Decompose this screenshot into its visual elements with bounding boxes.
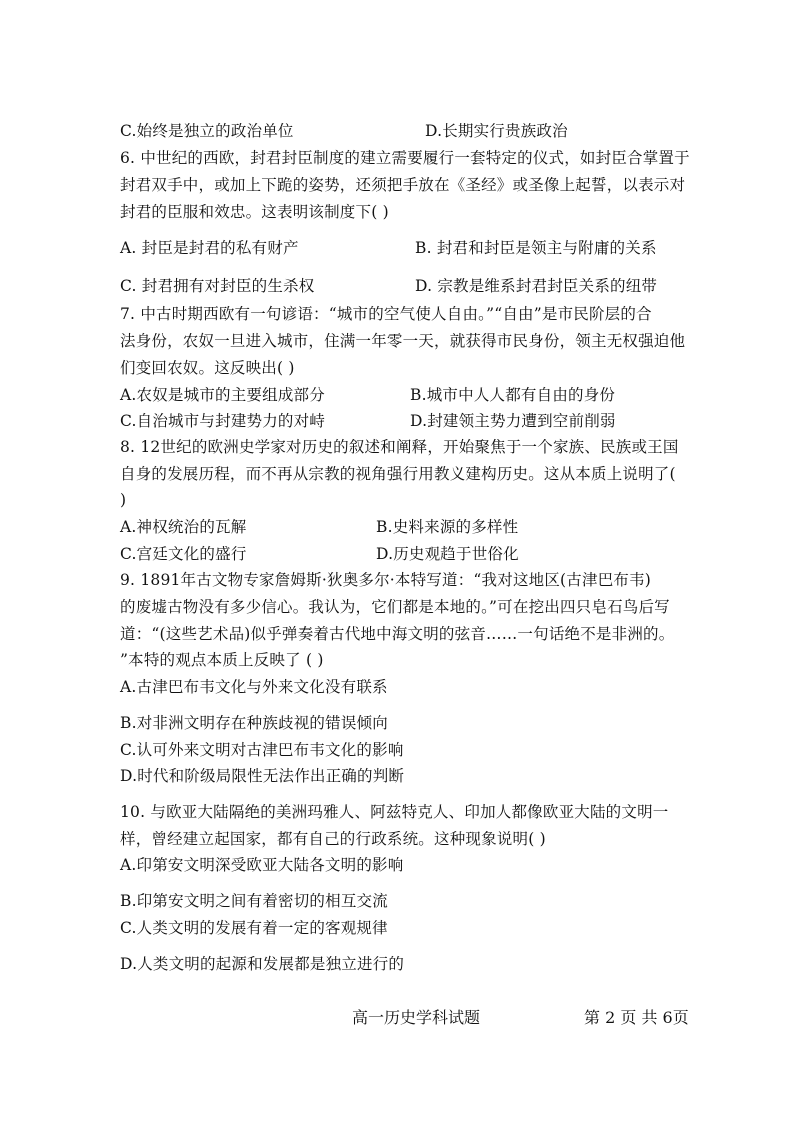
q7-option-d: D.封建领主势力遭到空前削弱: [410, 412, 616, 430]
q7-stem-line-3: 们变回农奴。这反映出( ): [120, 359, 295, 377]
q6-option-b: B. 封君和封臣是领主与附庸的关系: [415, 239, 657, 257]
q9-option-d: D.时代和阶级局限性无法作出正确的判断: [120, 767, 405, 785]
q8-option-a: A.神权统治的瓦解: [120, 518, 247, 536]
q7-option-a: A.农奴是城市的主要组成部分: [120, 386, 325, 404]
q8-option-c: C.宫廷文化的盛行: [120, 545, 247, 563]
q10-option-c: C.人类文明的发展有着一定的客观规律: [120, 919, 388, 937]
q7-option-c: C.自治城市与封建势力的对峙: [120, 412, 326, 430]
q7-stem-line-2: 法身份，农奴一旦进入城市，住满一年零一天，就获得市民身份，领主无权强迫他: [120, 332, 686, 350]
q9-stem-line-3: 道：“(这些艺术品)似乎弹奏着古代地中海文明的弦音……一句话绝不是非洲的。: [120, 625, 675, 643]
q8-option-b: B.史料来源的多样性: [376, 518, 519, 536]
q6-option-d: D. 宗教是维系封君封臣关系的纽带: [415, 277, 658, 295]
footer-exam-title: 高一历史学科试题: [352, 1008, 481, 1027]
q5-option-d: D.长期实行贵族政治: [425, 122, 568, 140]
q6-stem-line-3: 封君的臣服和效忠。这表明该制度下( ): [120, 203, 389, 221]
q5-option-c: C.始终是独立的政治单位: [120, 122, 294, 140]
footer-page-number: 第 2 页 共 6页: [584, 1008, 689, 1027]
q9-stem-line-2: 的废墟古物没有多少信心。我认为，它们都是本地的。”可在挖出四只皂石鸟后写: [120, 598, 670, 616]
q9-stem-line-1: 9. 1891年古文物专家詹姆斯·狄奥多尔·本特写道：“我对这地区(古津巴布韦): [120, 571, 652, 589]
q7-stem-line-1: 7. 中古时期西欧有一句谚语：“城市的空气使人自由。”“自由”是市民阶层的合: [120, 305, 652, 323]
q9-option-a: A.古津巴布韦文化与外来文化没有联系: [120, 678, 388, 696]
q8-stem-line-1: 8. 12世纪的欧洲史学家对历史的叙述和阐释，开始聚焦于一个家族、民族或王国: [120, 438, 679, 456]
q10-option-d: D.人类文明的起源和发展都是独立进行的: [120, 955, 405, 973]
q10-stem-line-1: 10. 与欧亚大陆隔绝的美洲玛雅人、阿兹特克人、印加人都像欧亚大陆的文明一: [120, 803, 669, 821]
q10-option-b: B.印第安文明之间有着密切的相互交流: [120, 892, 388, 910]
q9-stem-line-4: ”本特的观点本质上反映了 ( ): [120, 651, 324, 669]
q9-option-c: C.认可外来文明对古津巴布韦文化的影响: [120, 741, 404, 759]
q6-stem-line-1: 6. 中世纪的西欧，封君封臣制度的建立需要履行一套特定的仪式，如封臣合掌置于: [120, 149, 690, 167]
q8-stem-line-2: 自身的发展历程，而不再从宗教的视角强行用教义建构历史。这从本质上说明了(: [120, 465, 676, 483]
q8-stem-line-3: ): [120, 491, 127, 509]
q8-option-d: D.历史观趋于世俗化: [376, 545, 519, 563]
q7-option-b: B.城市中人人都有自由的身份: [410, 386, 616, 404]
q6-stem-line-2: 封君双手中，或加上下跪的姿势，还须把手放在《圣经》或圣像上起誓，以表示对: [120, 176, 686, 194]
q10-option-a: A.印第安文明深受欧亚大陆各文明的影响: [120, 856, 404, 874]
q6-option-c: C. 封君拥有对封臣的生杀权: [120, 277, 315, 295]
q9-option-b: B.对非洲文明存在种族歧视的错误倾向: [120, 714, 388, 732]
q10-stem-line-2: 样，曾经建立起国家，都有自己的行政系统。这种现象说明( ): [120, 830, 546, 848]
q6-option-a: A. 封臣是封君的私有财产: [120, 239, 299, 257]
